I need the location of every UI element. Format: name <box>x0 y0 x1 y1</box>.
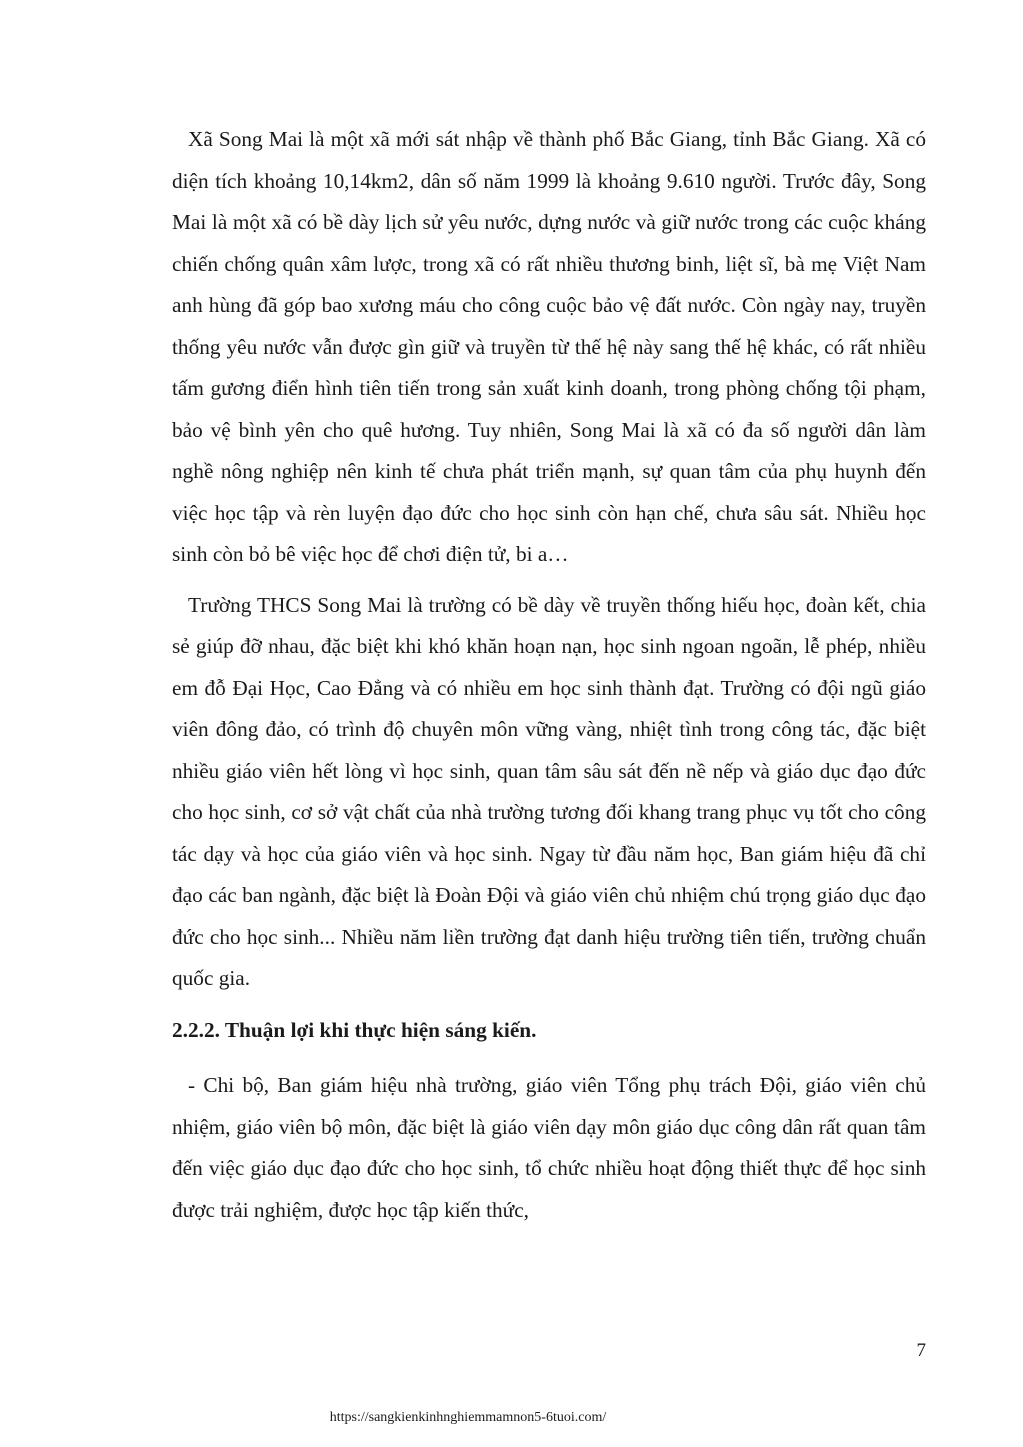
paragraph-thcs-song-mai-school: Trường THCS Song Mai là trường có bề dày về truyền thống hiếu học, đoàn kết, chia sẻ giúp đỡ nhau, đặc biệt khi khó khăn hoạn nạn, học sinh ngoan ngoãn, lễ phép, nhiều em đỗ Đại Học, Cao Đẳng và có nhiều em học sinh thành đạt. Trường có đội ngũ giáo viên đông đảo, có trình độ chuyên môn vững vàng, nhiệt tình trong công tác, đặc biệt nhiều giáo viên hết lòng vì học sinh, quan tâm sâu sát đến nề nếp và giáo dục đạo đức cho học sinh, cơ sở vật chất của nhà trường tương đối khang trang phục vụ tốt cho công tác dạy và học của giáo viên và học sinh. Ngay từ đầu năm học, Ban giám hiệu đã chỉ đạo các ban ngành, đặc biệt là Đoàn Đội và giáo viên chủ nhiệm chú trọng giáo dục đạo đức cho học sinh... Nhiều năm liền trường đạt danh hiệu trường tiên tiến, trường chuẩn quốc gia. <box>172 592 926 990</box>
paragraph-advantages: - Chi bộ, Ban giám hiệu nhà trường, giáo viên Tổng phụ trách Đội, giáo viên chủ nhiệm, giáo viên bộ môn, đặc biệt là giáo viên dạy môn giáo dục công dân rất quan tâm đến việc giáo dục đạo đức cho học sinh, tổ chức nhiều hoạt động thiết thực để học sinh được trải nghiệm, được học tập kiến thức, <box>172 1073 926 1222</box>
paragraph-song-mai-commune: Xã Song Mai là một xã mới sát nhập về thành phố Bắc Giang, tỉnh Bắc Giang. Xã có diện tích khoảng 10,14km2, dân số năm 1999 là khoảng 9.610 người. Trước đây, Song Mai là một xã có bề dày lịch sử yêu nước, dựng nước và giữ nước trong các cuộc kháng chiến chống quân xâm lược, trong xã có rất nhiều thương binh, liệt sĩ, bà mẹ Việt Nam anh hùng đã góp bao xương máu cho công cuộc bảo vệ đất nước. Còn ngày nay, truyền thống yêu nước vẫn được gìn giữ và truyền từ thế hệ này sang thế hệ khác, có rất nhiều tấm gương điển hình tiên tiến trong sản xuất kinh doanh, trong phòng chống tội phạm, bảo vệ bình yên cho quê hương. Tuy nhiên, Song Mai là xã có đa số người dân làm nghề nông nghiệp nên kinh tế chưa phát triển mạnh, sự quan tâm của phụ huynh đến việc học tập và rèn luyện đạo đức cho học sinh còn hạn chế, chưa sâu sát. Nhiều học sinh còn bỏ bê việc học để chơi điện tử, bi a… <box>172 127 926 566</box>
page-content <box>172 119 926 1231</box>
footer-url: https://sangkienkinhnghiemmamnon5-6tuoi.com/ <box>329 1410 607 1425</box>
section-heading: 2.2.2. Thuận lợi khi thực hiện sáng kiến. <box>172 1017 537 1042</box>
page-number: 7 <box>916 1340 926 1361</box>
